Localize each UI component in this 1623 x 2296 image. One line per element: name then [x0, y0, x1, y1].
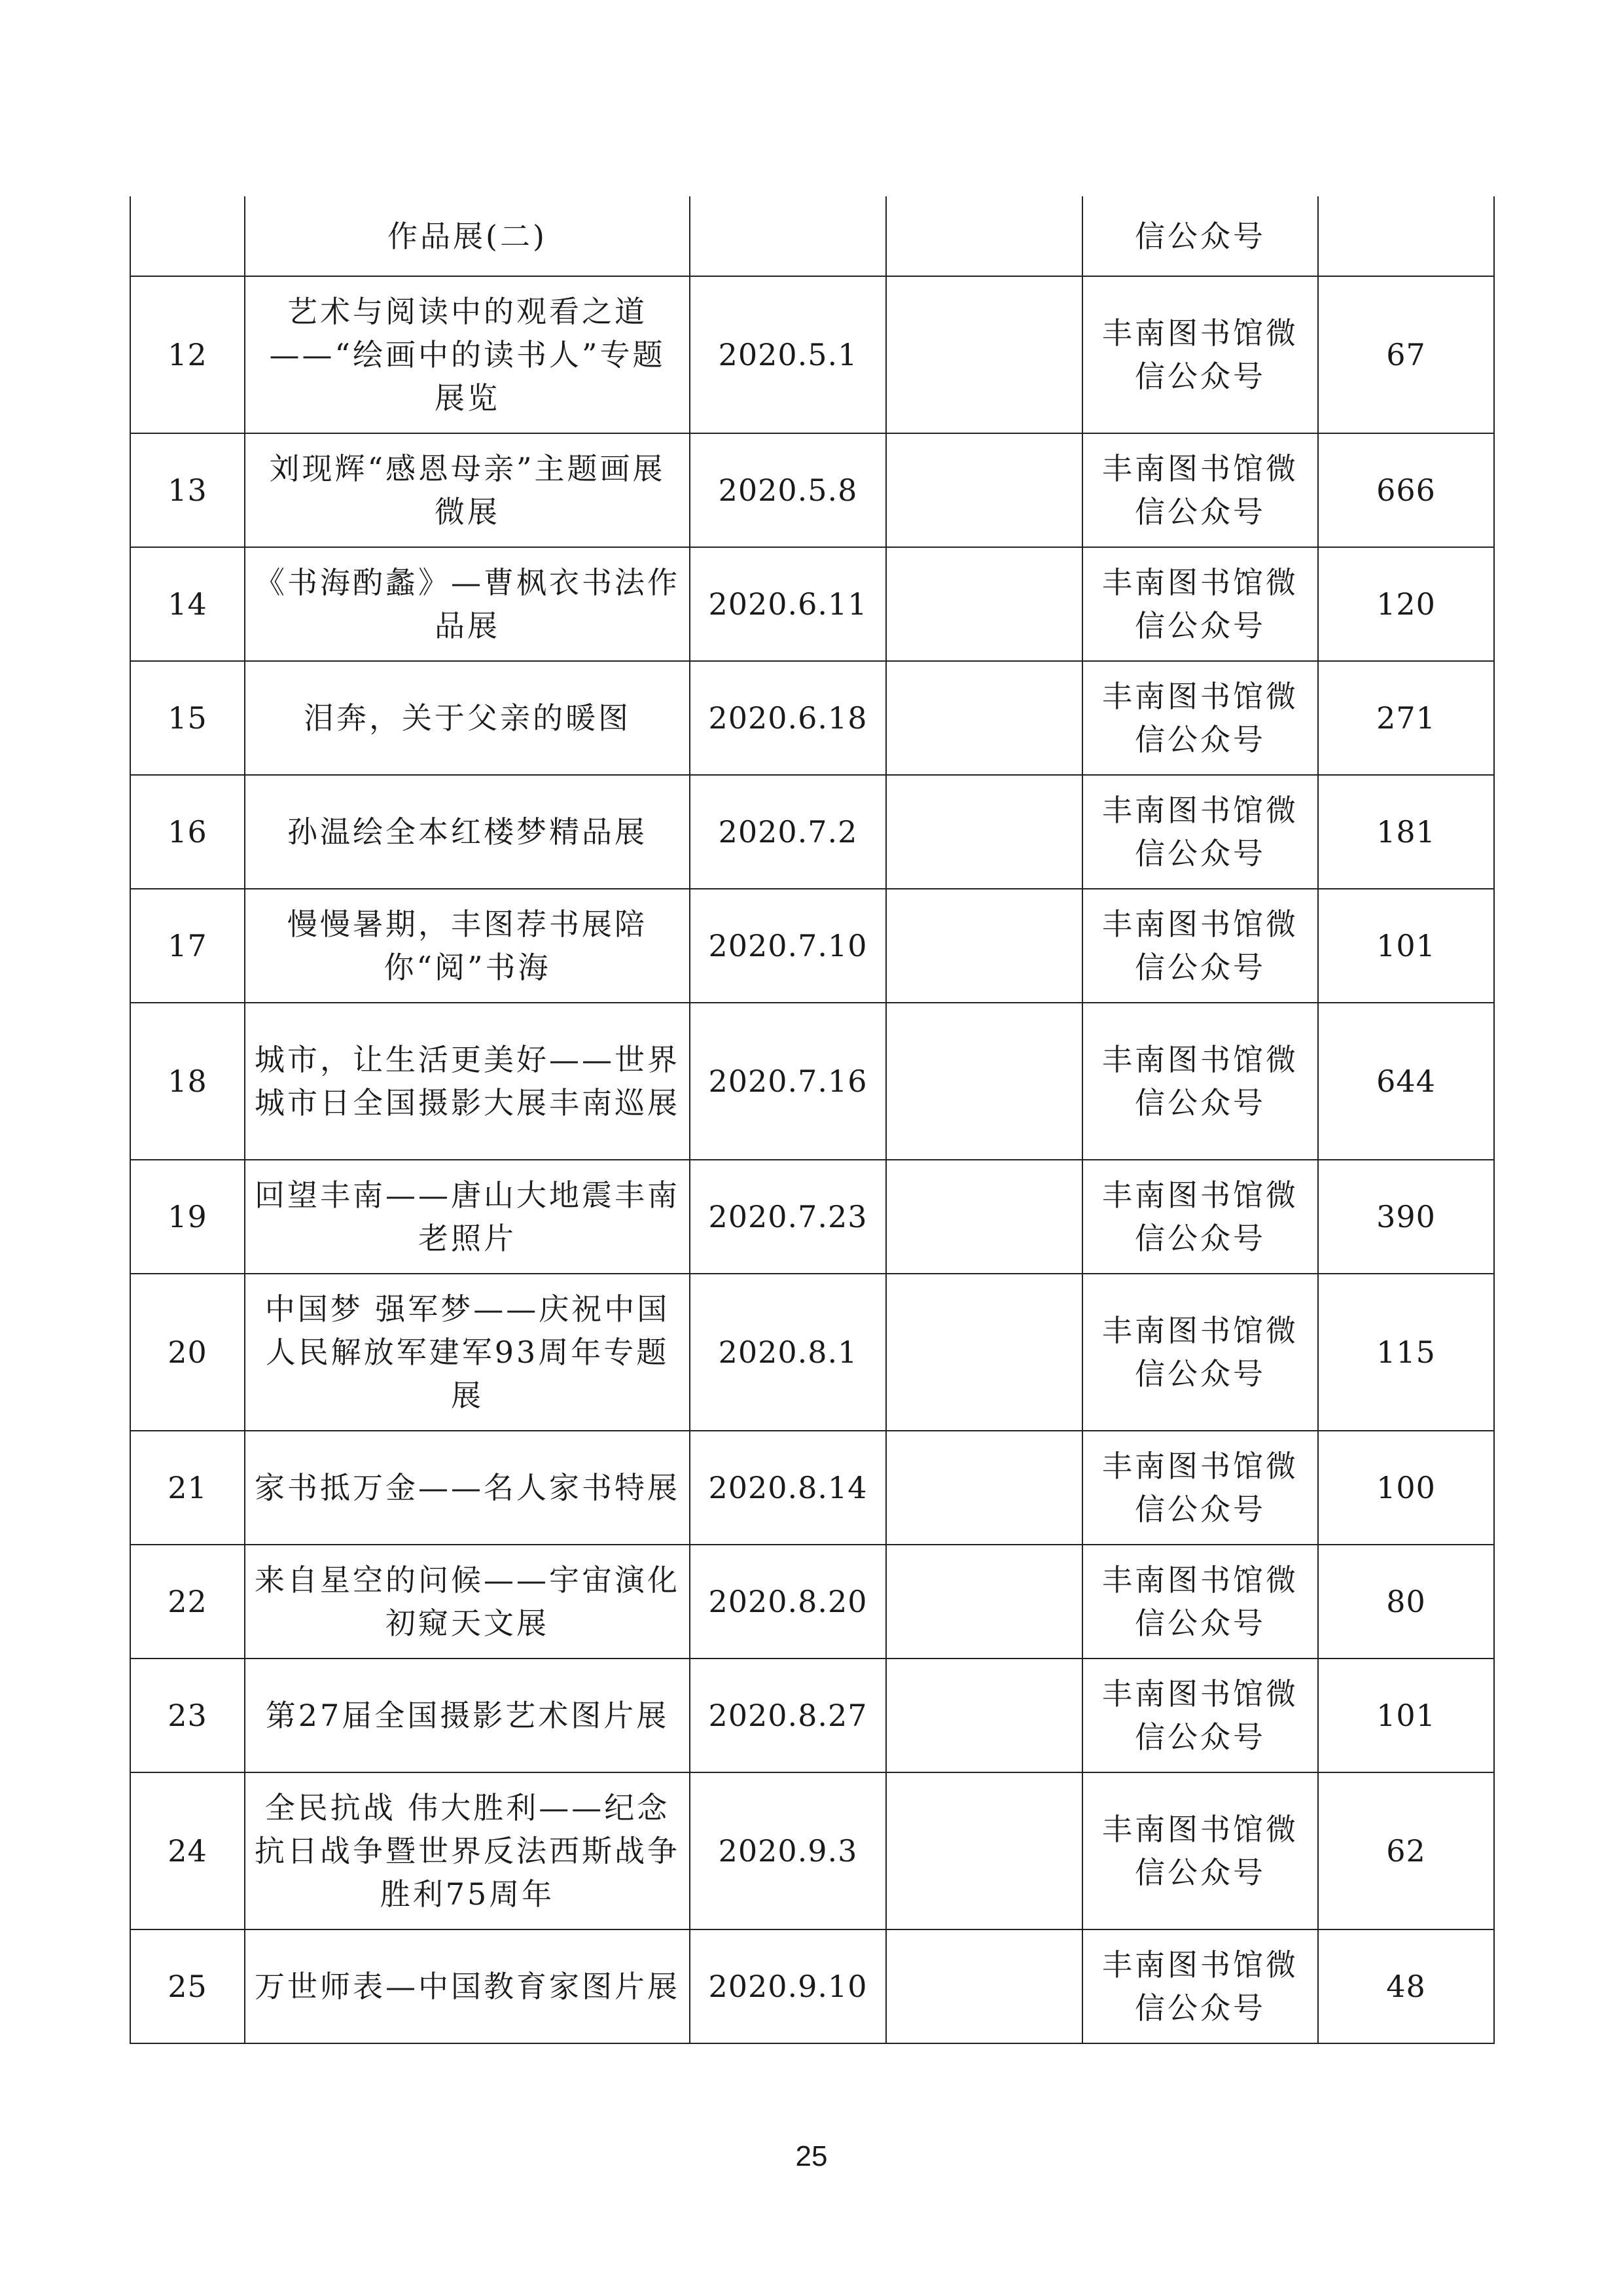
- view-count-cell: 666: [1318, 433, 1494, 547]
- view-count-cell: 62: [1318, 1772, 1494, 1929]
- view-count-cell: 48: [1318, 1929, 1494, 2043]
- blank-cell: [886, 1772, 1082, 1929]
- table-row: [130, 1003, 1494, 1160]
- date-cell: 2020.7.16: [690, 1003, 886, 1160]
- date-cell: 2020.7.10: [690, 889, 886, 1003]
- view-count-cell: 101: [1318, 889, 1494, 1003]
- blank-cell: [886, 1274, 1082, 1431]
- exhibition-title-cell: 艺术与阅读中的观看之道——“绘画中的读书人”专题展览: [245, 276, 690, 433]
- date-cell: 2020.9.3: [690, 1772, 886, 1929]
- table-body: [130, 196, 1494, 2043]
- view-count-cell: 101: [1318, 1659, 1494, 1772]
- blank-cell: [886, 433, 1082, 547]
- table-row: [130, 1274, 1494, 1431]
- row-number-cell: 16: [130, 775, 245, 889]
- table-row: [130, 1545, 1494, 1659]
- blank-cell: [886, 1545, 1082, 1659]
- view-count-cell: 100: [1318, 1431, 1494, 1545]
- table-row-continued: [130, 196, 1494, 276]
- row-number-cell: 15: [130, 661, 245, 775]
- platform-cell: 信公众号: [1082, 196, 1318, 276]
- row-number-cell: 12: [130, 276, 245, 433]
- date-cell: 2020.5.8: [690, 433, 886, 547]
- view-count-cell: 115: [1318, 1274, 1494, 1431]
- exhibition-title-cell: 第27届全国摄影艺术图片展: [245, 1659, 690, 1772]
- table-row: [130, 1772, 1494, 1929]
- view-count-cell: 181: [1318, 775, 1494, 889]
- blank-cell: [886, 1929, 1082, 2043]
- exhibition-title-cell: 慢慢暑期，丰图荐书展陪你“阅”书海: [245, 889, 690, 1003]
- platform-cell: 丰南图书馆微信公众号: [1082, 1431, 1318, 1545]
- exhibition-title-cell: 刘现辉“感恩母亲”主题画展微展: [245, 433, 690, 547]
- date-cell: [690, 196, 886, 276]
- page-number: 25: [795, 2140, 828, 2172]
- table-row: [130, 276, 1494, 433]
- blank-cell: [886, 1003, 1082, 1160]
- row-number-cell: 19: [130, 1160, 245, 1274]
- exhibition-title-cell: 来自星空的问候——宇宙演化初窥天文展: [245, 1545, 690, 1659]
- row-number-cell: 21: [130, 1431, 245, 1545]
- row-number-cell: 14: [130, 547, 245, 661]
- platform-cell: 丰南图书馆微信公众号: [1082, 1545, 1318, 1659]
- table-row: [130, 1431, 1494, 1545]
- exhibition-title-cell: 回望丰南——唐山大地震丰南老照片: [245, 1160, 690, 1274]
- exhibition-title-cell: 中国梦 强军梦——庆祝中国人民解放军建军93周年专题展: [245, 1274, 690, 1431]
- date-cell: 2020.8.27: [690, 1659, 886, 1772]
- blank-cell: [886, 661, 1082, 775]
- blank-cell: [886, 547, 1082, 661]
- table-row: [130, 433, 1494, 547]
- row-number-cell: 18: [130, 1003, 245, 1160]
- view-count-cell: 67: [1318, 276, 1494, 433]
- date-cell: 2020.5.1: [690, 276, 886, 433]
- platform-cell: 丰南图书馆微信公众号: [1082, 775, 1318, 889]
- platform-cell: 丰南图书馆微信公众号: [1082, 1772, 1318, 1929]
- row-number-cell: 20: [130, 1274, 245, 1431]
- exhibition-title-cell: 《书海酌蠡》—曹枫衣书法作品展: [245, 547, 690, 661]
- date-cell: 2020.6.11: [690, 547, 886, 661]
- table-row: [130, 889, 1494, 1003]
- table-row: [130, 1659, 1494, 1772]
- platform-cell: 丰南图书馆微信公众号: [1082, 1003, 1318, 1160]
- blank-cell: [886, 1160, 1082, 1274]
- table-row: [130, 775, 1494, 889]
- platform-cell: 丰南图书馆微信公众号: [1082, 661, 1318, 775]
- platform-cell: 丰南图书馆微信公众号: [1082, 547, 1318, 661]
- table-row: [130, 1929, 1494, 2043]
- platform-cell: 丰南图书馆微信公众号: [1082, 1160, 1318, 1274]
- date-cell: 2020.8.20: [690, 1545, 886, 1659]
- row-number-cell: 22: [130, 1545, 245, 1659]
- platform-cell: 丰南图书馆微信公众号: [1082, 1659, 1318, 1772]
- platform-cell: 丰南图书馆微信公众号: [1082, 1274, 1318, 1431]
- blank-cell: [886, 196, 1082, 276]
- table-row: [130, 547, 1494, 661]
- exhibition-title-cell: 城市，让生活更美好——世界城市日全国摄影大展丰南巡展: [245, 1003, 690, 1160]
- date-cell: 2020.7.23: [690, 1160, 886, 1274]
- date-cell: 2020.9.10: [690, 1929, 886, 2043]
- row-number-cell: 24: [130, 1772, 245, 1929]
- exhibition-title-cell: 全民抗战 伟大胜利——纪念抗日战争暨世界反法西斯战争胜利75周年: [245, 1772, 690, 1929]
- blank-cell: [886, 1659, 1082, 1772]
- blank-cell: [886, 276, 1082, 433]
- table-row: [130, 1160, 1494, 1274]
- view-count-cell: 80: [1318, 1545, 1494, 1659]
- blank-cell: [886, 775, 1082, 889]
- table-row: [130, 661, 1494, 775]
- platform-cell: 丰南图书馆微信公众号: [1082, 889, 1318, 1003]
- view-count-cell: 271: [1318, 661, 1494, 775]
- blank-cell: [886, 1431, 1082, 1545]
- row-number-cell: 23: [130, 1659, 245, 1772]
- blank-cell: [886, 889, 1082, 1003]
- date-cell: 2020.8.1: [690, 1274, 886, 1431]
- row-number-cell: 13: [130, 433, 245, 547]
- exhibition-title-cell: 万世师表—中国教育家图片展: [245, 1929, 690, 2043]
- platform-cell: 丰南图书馆微信公众号: [1082, 276, 1318, 433]
- exhibition-title-cell: 孙温绘全本红楼梦精品展: [245, 775, 690, 889]
- view-count-cell: 644: [1318, 1003, 1494, 1160]
- exhibition-table: [130, 196, 1495, 2044]
- row-number-cell: [130, 196, 245, 276]
- row-number-cell: 25: [130, 1929, 245, 2043]
- exhibition-title-cell: 作品展(二): [245, 196, 690, 276]
- date-cell: 2020.8.14: [690, 1431, 886, 1545]
- view-count-cell: 120: [1318, 547, 1494, 661]
- view-count-cell: 390: [1318, 1160, 1494, 1274]
- platform-cell: 丰南图书馆微信公众号: [1082, 433, 1318, 547]
- exhibition-title-cell: 家书抵万金——名人家书特展: [245, 1431, 690, 1545]
- exhibition-title-cell: 泪奔，关于父亲的暖图: [245, 661, 690, 775]
- view-count-cell: [1318, 196, 1494, 276]
- row-number-cell: 17: [130, 889, 245, 1003]
- date-cell: 2020.7.2: [690, 775, 886, 889]
- platform-cell: 丰南图书馆微信公众号: [1082, 1929, 1318, 2043]
- date-cell: 2020.6.18: [690, 661, 886, 775]
